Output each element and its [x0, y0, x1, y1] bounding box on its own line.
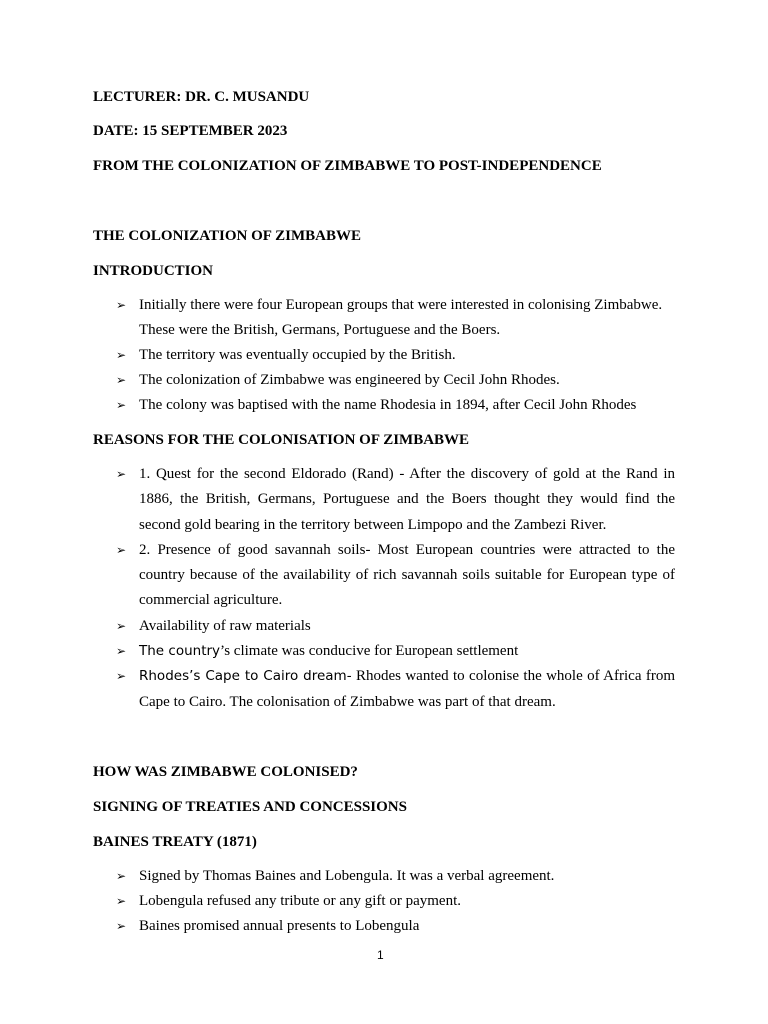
arrow-bullet-icon: ➢: [116, 919, 127, 933]
list-item-text-continued: These were the British, Germans, Portuguese and the Boers.: [139, 322, 501, 338]
reasons-list: [0, 462, 675, 715]
arrow-bullet-icon: ➢: [116, 894, 127, 908]
arrow-bullet-icon: ➢: [116, 644, 127, 659]
section-heading-colonization: THE COLONIZATION OF ZIMBABWE: [93, 228, 361, 244]
list-item-text: Signed by Thomas Baines and Lobengula. It was a verbal agreement.: [139, 868, 555, 884]
list-item-text: The territory was eventually occupied by the British.: [139, 347, 456, 363]
section-heading-reasons: REASONS FOR THE COLONISATION OF ZIMBABWE: [93, 432, 470, 448]
list-item-text: 1. Quest for the second Eldorado (Rand) - After the discovery of gold at the Rand in 1886, the British, Germans, Portuguese and the Boers thought they would find the second gold bearing in the territory between Limpopo and the Zambezi River.: [139, 466, 675, 533]
arrow-bullet-icon: ➢: [116, 869, 127, 883]
list-item-prefix: Rhodes’s Cape to Cairo dream-: [139, 668, 352, 685]
list-item-text: 2. Presence of good savannah soils- Most European countries were attracted to the country because of the availability of rich savannah soils suitable for European type of commercial agriculture.: [139, 541, 675, 609]
list-item-text: Initially there were four European groups that were interested in colonising Zimbabwe.: [139, 297, 663, 313]
page-number: 1: [377, 948, 384, 962]
list-item-text: The colonization of Zimbabwe was engineered by Cecil John Rhodes.: [139, 372, 560, 388]
arrow-bullet-icon: ➢: [116, 348, 127, 362]
arrow-bullet-icon: ➢: [116, 373, 127, 387]
arrow-bullet-icon: ➢: [116, 398, 127, 412]
list-item-rest: Rhodes wanted to colonise the whole of Africa from Cape to Cairo. The colonisation of Zimbabwe was part of that dream.: [139, 668, 675, 710]
date-line: DATE: 15 SEPTEMBER 2023: [93, 123, 288, 139]
document-title: FROM THE COLONIZATION OF ZIMBABWE TO POST-INDEPENDENCE: [93, 158, 602, 174]
arrow-bullet-icon: ➢: [116, 669, 127, 684]
list-item-prefix: The country: [139, 643, 221, 660]
lecturer-line: LECTURER: DR. C. MUSANDU: [93, 89, 310, 105]
arrow-bullet-icon: ➢: [116, 618, 127, 633]
list-item-text: [139, 664, 675, 715]
arrow-bullet-icon: ➢: [116, 298, 127, 312]
section-heading-introduction: INTRODUCTION: [93, 263, 214, 279]
section-subheading-treaties: SIGNING OF TREATIES AND CONCESSIONS: [93, 799, 407, 815]
list-item-text: Availability of raw materials: [139, 617, 311, 634]
list-item: [0, 538, 675, 614]
list-item-rest: ’s climate was conducive for European settlement: [220, 643, 519, 660]
list-item: [0, 462, 675, 538]
list-item-text: [139, 639, 675, 664]
list-item: [0, 614, 675, 639]
list-item-text: The colony was baptised with the name Rhodesia in 1894, after Cecil John Rhodes: [139, 397, 637, 413]
list-item-text: Lobengula refused any tribute or any gift or payment.: [139, 893, 461, 909]
list-item: [0, 664, 675, 715]
list-item: [0, 639, 675, 664]
section-heading-baines: BAINES TREATY (1871): [93, 834, 257, 850]
section-heading-how: HOW WAS ZIMBABWE COLONISED?: [93, 764, 358, 780]
list-item-text: Baines promised annual presents to Lobengula: [139, 918, 420, 934]
arrow-bullet-icon: ➢: [116, 542, 127, 557]
arrow-bullet-icon: ➢: [116, 467, 127, 481]
